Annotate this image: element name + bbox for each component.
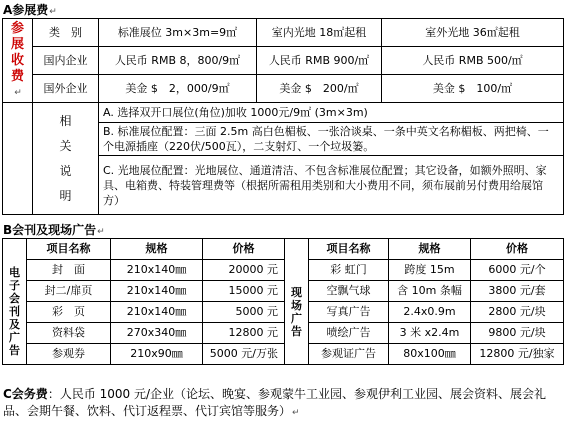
onsite-item: 空飘气球 <box>309 281 389 302</box>
ad-spec: 270x340㎜ <box>111 323 203 344</box>
ecatalog-ad-label: 电 子 会 刊 及 广 告 <box>3 260 27 365</box>
onsite-price: 2800 元/块 <box>471 302 564 323</box>
onsite-spec: 2.4x0.9m <box>389 302 471 323</box>
table-row <box>3 302 564 323</box>
section-c-title: C会务费 <box>3 387 48 401</box>
note-a-row <box>3 103 564 123</box>
ad-spec: 210x140㎜ <box>111 260 203 281</box>
ad-item: 封 面 <box>27 260 111 281</box>
onsite-item: 参观证广告 <box>309 344 389 365</box>
table-row <box>3 260 564 281</box>
return-mark-icon: ↵ <box>14 87 22 98</box>
standard-booth-header: 标准展位 3m×3m=9㎡ <box>99 19 257 47</box>
onsite-item: 喷绘广告 <box>309 323 389 344</box>
onsite-price: 9800 元/块 <box>471 323 564 344</box>
note-a: A. 选择双开口展位(角位)加收 1000元/9㎡ (3m×3m) <box>99 103 564 123</box>
domestic-label: 国内企业 <box>33 47 99 75</box>
foreign-outdoor-price: 美金 $ 100/㎡ <box>382 75 564 103</box>
ad-price: 15000 元 <box>203 281 285 302</box>
indoor-space-header: 室内光地 18㎡起租 <box>257 19 382 47</box>
left-label-top <box>3 239 27 260</box>
section-c-conference-fee <box>3 386 561 421</box>
foreign-label: 国外企业 <box>33 75 99 103</box>
fee-header-row <box>3 19 564 47</box>
price-header-2: 价格 <box>471 239 564 260</box>
return-mark-icon: ↵ <box>97 227 105 237</box>
ad-spec: 210x90㎜ <box>111 344 203 365</box>
ad-spec: 210x140㎜ <box>111 302 203 323</box>
foreign-standard-price: 美金 $ 2，000/9㎡ <box>99 75 257 103</box>
onsite-price: 3800 元/套 <box>471 281 564 302</box>
exhibition-fee-table <box>2 18 564 215</box>
spec-header: 规格 <box>111 239 203 260</box>
table-row <box>3 344 564 365</box>
ad-item: 资料袋 <box>27 323 111 344</box>
ad-price: 12800 元 <box>203 323 285 344</box>
spec-header-2: 规格 <box>389 239 471 260</box>
outdoor-space-header: 室外光地 36㎡起租 <box>382 19 564 47</box>
onsite-spec: 80x100㎜ <box>389 344 471 365</box>
return-mark-icon: ↵ <box>49 7 57 17</box>
onsite-item: 彩 虹门 <box>309 260 389 281</box>
ad-item: 彩 页 <box>27 302 111 323</box>
ad-header-row <box>3 239 564 260</box>
domestic-row <box>3 47 564 75</box>
section-a-title: A参展费↵ <box>3 3 57 17</box>
onsite-spec: 3 米 x2.4m <box>389 323 471 344</box>
note-b: B. 标准展位配置：三面 2.5m 高白色楣板、一张洽谈桌、一条中英文名称楣板、两把椅、一个电源插座（220伏/500瓦），二支射灯、一个垃圾篓。 <box>99 123 564 156</box>
domestic-indoor-price: 人民币 RMB 900/㎡ <box>257 47 382 75</box>
ad-price: 5000 元 <box>203 302 285 323</box>
side-label-exhibition-fee: 参 展 收 费 ↵ <box>3 19 33 103</box>
onsite-ad-label: 现 场 广 告 <box>285 260 309 365</box>
category-label: 类 别 <box>33 19 99 47</box>
ad-price: 20000 元 <box>203 260 285 281</box>
onsite-spec: 跨度 15m <box>389 260 471 281</box>
price-header: 价格 <box>203 239 285 260</box>
advertising-table <box>2 238 564 365</box>
ad-price: 5000 元/万张 <box>203 344 285 365</box>
section-b-title: B会刊及现场广告↵ <box>3 223 105 237</box>
table-row <box>3 323 564 344</box>
ad-item: 封二/扉页 <box>27 281 111 302</box>
item-header: 项目名称 <box>27 239 111 260</box>
domestic-outdoor-price: 人民币 RMB 500/㎡ <box>382 47 564 75</box>
foreign-row <box>3 75 564 103</box>
onsite-price: 12800 元/独家 <box>471 344 564 365</box>
ad-spec: 210x140㎜ <box>111 281 203 302</box>
item-header-2: 项目名称 <box>309 239 389 260</box>
domestic-standard-price: 人民币 RMB 8，800/9㎡ <box>99 47 257 75</box>
right-label-top <box>285 239 309 260</box>
onsite-price: 6000 元/个 <box>471 260 564 281</box>
return-mark-icon: ↵ <box>292 408 300 418</box>
onsite-spec: 含 10m 条幅 <box>389 281 471 302</box>
side-blank <box>3 103 33 215</box>
ad-item: 参观券 <box>27 344 111 365</box>
foreign-indoor-price: 美金 $ 200/㎡ <box>257 75 382 103</box>
onsite-item: 写真广告 <box>309 302 389 323</box>
table-row <box>3 281 564 302</box>
section-c-text: ：人民币 1000 元/企业（论坛、晚宴、参观蒙牛工业园、参观伊利工业园、展会资料、展会礼品、会期午餐、饮料、代订返程票、代订宾馆等服务） <box>3 387 547 418</box>
notes-label: 相 关 说 明 <box>33 103 99 215</box>
note-c: C. 光地展位配置：光地展位、通道清洁、不包含标准展位配置；其它设备，如额外照明、家具、电箱费、特装管理费等（根据所需租用类别和大小费用不同，须布展前另付费用给展馆方） <box>99 156 564 215</box>
